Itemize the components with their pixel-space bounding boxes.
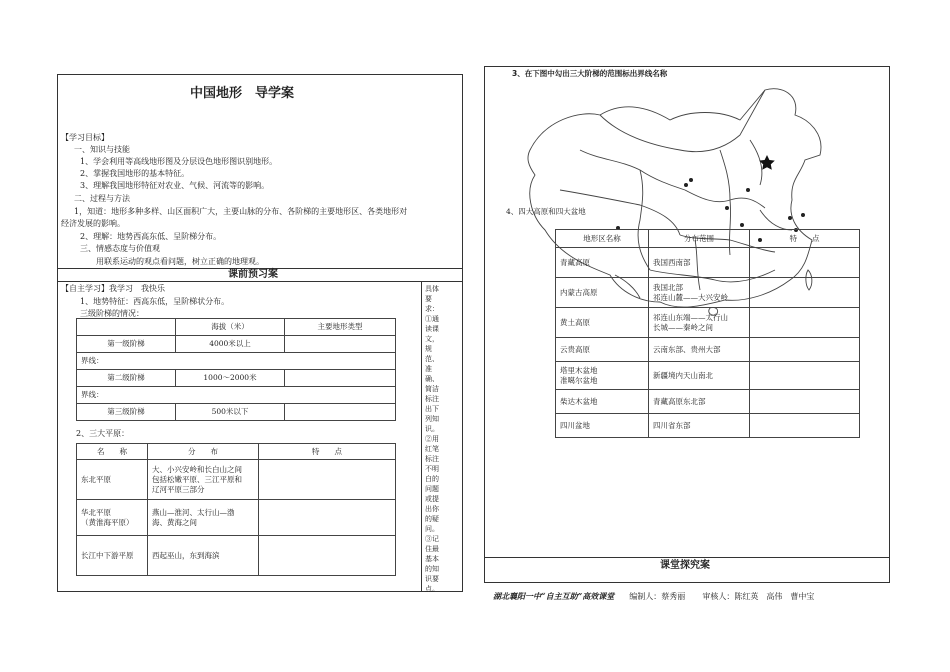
province-line [685, 190, 765, 208]
mongolia-border [600, 90, 765, 152]
boundary-row[interactable] [77, 387, 396, 404]
dist-line: 大、小兴安岭和长白山之间 [152, 464, 242, 474]
objective-line-1: 1、学会利用等高线地形图及分层设色地形图识别地形。 [80, 157, 278, 166]
q4-prompt: 4、四大高原和四大盆地 [506, 207, 586, 216]
boundary-row[interactable] [77, 353, 396, 370]
region-name: 准噶尔盆地 [560, 375, 598, 385]
objective-line-4: 二、过程与方法 [74, 194, 130, 203]
dist-line: 祁连山东端——太行山 [653, 312, 728, 322]
region-name: 云贵高原 [560, 344, 590, 354]
objective-line-2: 2、掌握我国地形的基本特征。 [80, 169, 190, 178]
plains-header-feature: 特 点 [259, 444, 396, 460]
table-cell [649, 390, 750, 414]
table-cell [556, 338, 649, 362]
plains-table [76, 443, 396, 576]
pb-header-name: 地形区名称 [556, 230, 649, 248]
footer-editor: 编制人：蔡秀丽 [629, 592, 686, 601]
plains-header-name: 名 称 [77, 444, 148, 460]
table-cell: 1000～2000米 [176, 370, 285, 387]
objective-line-9: 用联系运动的观点看问题，树立正确的地理观。 [96, 257, 264, 266]
table-cell [148, 460, 259, 500]
steps-header-blank [77, 319, 176, 336]
answer-cell[interactable] [750, 248, 860, 278]
table-cell: 第三级阶梯 [77, 404, 176, 421]
plains-header-dist: 分 布 [148, 444, 259, 460]
dist-line: 我国北部 [653, 282, 683, 292]
preview-heading: 课前预习案 [228, 269, 278, 280]
side-note: 具体要求：①通读课文，规范、准确、简洁标注出下列知识。②用红笔标注不明白的问题或提出你的疑问。③记住最基本的知识要点。 [425, 285, 439, 593]
answer-cell[interactable] [259, 536, 396, 576]
dist-line: 西起巫山，东到海滨 [152, 550, 220, 560]
dist-line: 云南东部、贵州大部 [653, 344, 721, 354]
table-cell [556, 362, 649, 390]
plains-caption: 2、三大平原： [76, 429, 130, 438]
objective-line-0: 一、知识与技能 [74, 145, 130, 154]
region-name: 四川盆地 [560, 420, 590, 430]
self-study-heading: 【自主学习】我学习 我快乐 [61, 284, 165, 293]
answer-cell[interactable] [750, 278, 860, 308]
dist-line: 新疆境内天山南北 [653, 370, 713, 380]
answer-cell[interactable] [259, 460, 396, 500]
steps-table [76, 318, 396, 421]
dist-line: 我国西南部 [653, 257, 691, 267]
table-cell [649, 414, 750, 438]
page-title: 中国地形 导学案 [190, 86, 295, 101]
answer-cell[interactable] [750, 390, 860, 414]
answer-cell[interactable] [750, 414, 860, 438]
plateau-basin-table [555, 229, 860, 438]
divider-preview-bottom [57, 281, 463, 282]
answer-cell[interactable] [285, 370, 396, 387]
answer-cell[interactable] [285, 404, 396, 421]
objective-line-7: 2、理解：地势西高东低、呈阶梯分布。 [80, 232, 222, 241]
pb-header-feature: 特 点 [750, 230, 860, 248]
region-name: 柴达木盆地 [560, 396, 598, 406]
objective-line-3: 3、理解我国地形特征对农业、气候、河流等的影响。 [80, 181, 270, 190]
dist-line: 长城——秦岭之间 [653, 322, 713, 332]
table-cell [556, 414, 649, 438]
dist-line: 燕山—淮河、太行山—渤 [152, 507, 235, 517]
table-cell [148, 500, 259, 536]
table-cell [649, 248, 750, 278]
objectives-heading: 【学习目标】 [61, 133, 109, 142]
steps-header-type: 主要地形类型 [285, 319, 396, 336]
table-cell [649, 362, 750, 390]
answer-cell[interactable] [285, 336, 396, 353]
footer-reviewer: 审核人：陈红英 高伟 曹中宝 [702, 592, 815, 601]
region-name: 青藏高原 [560, 257, 590, 267]
divider-inquiry [484, 557, 890, 558]
table-cell: 第二级阶梯 [77, 370, 176, 387]
table-cell [649, 308, 750, 338]
table-cell [556, 248, 649, 278]
province-line [760, 210, 792, 230]
province-line [750, 140, 762, 185]
region-name: 内蒙古高原 [560, 287, 598, 297]
steps-caption: 三级阶梯的情况： [80, 309, 144, 318]
table-cell [649, 338, 750, 362]
dist-line: 海、黄海之间 [152, 517, 197, 527]
table-cell: 第一级阶梯 [77, 336, 176, 353]
answer-cell[interactable] [259, 500, 396, 536]
dist-line: 辽河平原三部分 [152, 484, 205, 494]
objective-line-6: 经济发展的影响。 [61, 219, 125, 228]
objective-line-8: 三、情感态度与价值观 [80, 244, 160, 253]
province-line [580, 150, 685, 190]
steps-header-altitude: 海拔（米） [176, 319, 285, 336]
table-cell: 长江中下游平原 [77, 536, 148, 576]
dist-line: 包括松嫩平原、三江平原和 [152, 474, 242, 484]
region-name: 黄土高原 [560, 317, 590, 327]
table-cell [649, 278, 750, 308]
answer-cell[interactable] [750, 308, 860, 338]
side-note-divider [421, 281, 422, 592]
answer-cell[interactable] [750, 362, 860, 390]
q3-prompt: 3、在下图中勾出三大阶梯的范围标出界线名称 [512, 69, 668, 78]
terrain-feature-item: 1、地势特征：西高东低，呈阶梯状分布。 [80, 297, 230, 306]
table-cell [556, 308, 649, 338]
table-cell: 华北平原 （黄淮海平原） [77, 500, 148, 536]
objective-line-5: 1，知道：地形多种多样、山区面积广大，主要山脉的分布、各阶梯的主要地形区、各类地形对 [74, 207, 408, 216]
dist-line: 祁连山麓——大兴安岭 [653, 292, 728, 302]
pb-header-dist: 分布范围 [649, 230, 750, 248]
footer-school: 湖北襄阳一中“自主互助”高效课堂 [493, 591, 615, 601]
region-name: 塔里木盆地 [560, 365, 598, 375]
footer [493, 591, 814, 602]
table-cell: 东北平原 [77, 460, 148, 500]
boundary-label: 界线： [81, 356, 104, 365]
answer-cell[interactable] [750, 338, 860, 362]
table-cell [556, 390, 649, 414]
table-cell [556, 278, 649, 308]
table-cell: 4000米以上 [176, 336, 285, 353]
table-cell: 500米以下 [176, 404, 285, 421]
dist-line: 四川省东部 [653, 420, 691, 430]
boundary-label: 界线： [81, 390, 104, 399]
table-cell [148, 536, 259, 576]
dist-line: 青藏高原东北部 [653, 396, 706, 406]
inquiry-heading: 课堂探究案 [660, 560, 710, 571]
